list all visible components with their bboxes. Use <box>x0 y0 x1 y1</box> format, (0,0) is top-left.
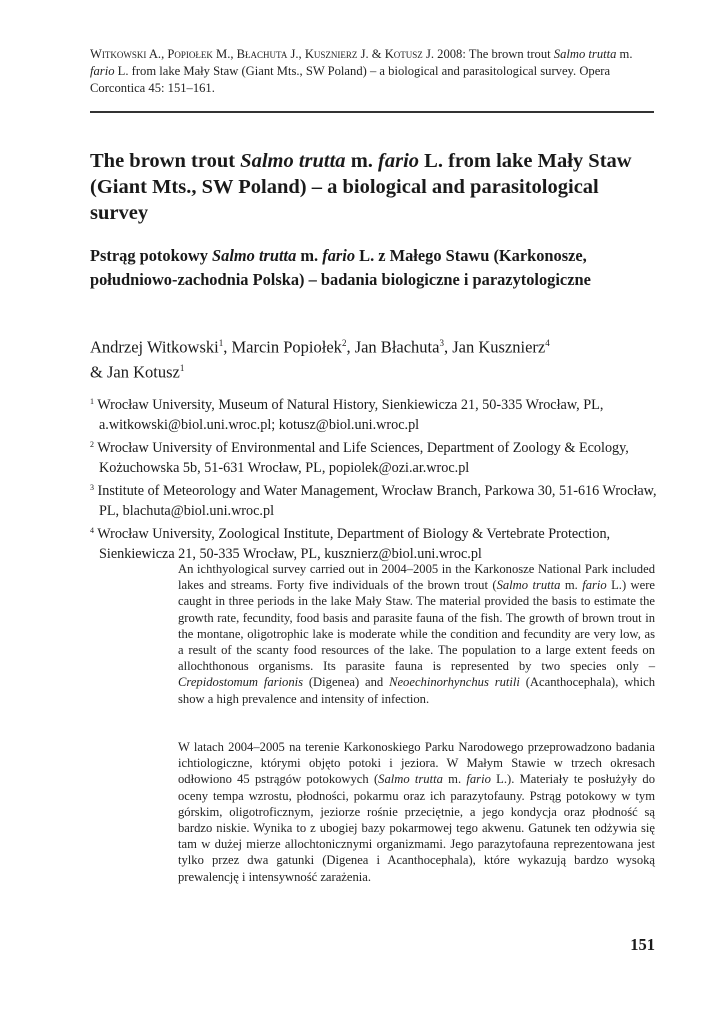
affiliation-text: Institute of Meteorology and Water Management, Wrocław Branch, Parkowa 30, 51-616 Wrocław, PL, blachuta@biol.uni.wroc.pl <box>94 483 657 519</box>
author-affiliation-mark: 1 <box>179 362 185 373</box>
abstract-paragraph <box>178 561 655 707</box>
author-name: Jan Kotusz <box>106 362 180 381</box>
author-list: Andrzej Witkowski$^1$, Marcin Popiołek$^2$, Jan Błachuta$^3$, Jan Kusznierz$^4$ & Jan Kotusz$^1$ <box>90 337 550 381</box>
author-name: Andrzej Witkowski <box>90 337 219 357</box>
title-english <box>90 148 650 226</box>
author-affiliation-mark: 1 <box>218 338 224 348</box>
abstract-form: fario <box>466 772 491 787</box>
affiliations <box>90 392 660 564</box>
affiliation-item <box>90 392 660 435</box>
title-pl-species: Salmo trutta <box>212 246 297 265</box>
abstract-parasite-1: Crepidostomum farionis <box>178 675 304 690</box>
title-en-species: Salmo trutta <box>240 150 346 172</box>
title-polish <box>90 244 650 292</box>
abstract-english <box>178 561 655 707</box>
affiliation-number: 1 <box>90 397 94 406</box>
abstract-parasite-2: Neoechinorhynchus rutili <box>389 675 520 690</box>
abstract-paragraph <box>178 739 655 885</box>
author-separator: , <box>223 337 232 357</box>
author-affiliation-mark: 3 <box>439 338 444 348</box>
abstract-polish <box>178 739 655 885</box>
author-name: Jan Kusznierz <box>452 337 546 357</box>
citation-m: m. <box>616 47 633 61</box>
affiliation-number: 2 <box>90 440 94 449</box>
abstract-text: (Acanthocephala), which show a high prevalence and intensity of infection. <box>178 675 655 706</box>
abstract-text: L.) were caught in three periods in the lake Mały Staw. The material provided the basis to estimate the growth rate, fecundity, food basis and parasite fauna of the fish. The growth of brown trout in the montane, oligotrophic lake is moderate while the condition and fecundity are very low, as a result of the scanty food resources of the lake. The population to a large extent feeds on allochthonous organisms. Its parasite fauna is represented by two species only – <box>178 578 656 674</box>
affiliation-item <box>90 435 660 478</box>
affiliation-item <box>90 478 660 521</box>
abstract-text: W latach 2004–2005 na terenie Karkonoskiego Parku Narodowego przeprowadzono badania ichtiologiczne, którymi objęto potoki i jeziora. W Małym Stawie w trzech okresach odłowiono 45 pstrągów potokowych ( <box>178 740 655 787</box>
abstract-text: m. <box>442 772 467 787</box>
title-en-m: m. <box>345 150 379 172</box>
title-en-end: L. from lake Mały Staw (Giant Mts., SW Poland) – a biological and parasitological survey <box>90 150 632 224</box>
affiliation-number: 4 <box>90 526 94 535</box>
citation <box>90 46 654 97</box>
citation-year: 2008: <box>434 47 469 61</box>
title-pl-form: fario <box>322 246 356 265</box>
author-separator: , <box>443 337 453 357</box>
title-en-start: The brown trout <box>90 150 241 172</box>
citation-species: Salmo trutta <box>553 47 617 61</box>
abstract-species: Salmo trutta <box>378 772 443 787</box>
title-pl-start: Pstrąg potokowy <box>90 246 213 265</box>
abstract-species: Salmo trutta <box>496 578 561 593</box>
title-pl-end: L. z Małego Stawu (Karkonosze, południowo-zachodnia Polska) – badania biologiczne i parazytologiczne <box>90 246 591 289</box>
affiliation-item <box>90 521 660 564</box>
author-name: Marcin Popiołek <box>231 337 342 357</box>
affiliation-text: Wrocław University, Museum of Natural History, Sienkiewicza 21, 50-335 Wrocław, PL, a.witkowski@biol.uni.wroc.pl; kotusz@biol.uni.wroc.pl <box>94 397 604 433</box>
abstract-text: (Digenea) and <box>303 675 390 690</box>
abstract-text: L.). Materiały te posłużyły do oceny tempa wzrostu, płodności, pokarmu oraz ich parazytofauny. Pstrąg potokowy w tym górskim, oligotroficznym, jeziorze rośnie przeciętnie, a jego kondycja oraz płodność są bardzo niskie. Wynika to z ubogiej bazy pokarmowej tego akwenu. Gatunek ten odżywia się tam w dużej mierze allochtonicznymi organizmami. Jego parazytofauna reprezentowana jest tylko przez dwa gatunki (Digenea i Acanthocephala), które wykazują bardzo wysoką prewalencję i intensywność zarażenia. <box>178 772 656 884</box>
citation-title-start: The brown trout <box>468 47 554 61</box>
affiliation-text: Wrocław University of Environmental and Life Sciences, Department of Zoology & Ecology, Kożuchowska 5b, 51-631 Wrocław, PL, popiolek@ozi.ar.wroc.pl <box>94 440 629 476</box>
author-affiliation-mark: 2 <box>341 338 347 348</box>
page-number: 151 <box>630 935 655 954</box>
affiliation-number: 3 <box>90 483 94 492</box>
citation-authors: Witkowski A., Popiołek M., Błachuta J., Kusznierz J. & Kotusz J. <box>90 47 435 61</box>
abstract-text: An ichthyological survey carried out in 2004–2005 in the Karkonosze National Park included lakes and streams. Forty five individuals of the brown trout ( <box>178 562 655 593</box>
citation-title-end: L. from lake Mały Staw (Giant Mts., SW Poland) – a biological and parasitological survey. Opera Corcontica 45: 151–161. <box>90 64 611 95</box>
author-affiliation-mark: 4 <box>545 338 550 348</box>
author-name: Jan Błachuta <box>354 337 440 357</box>
author-separator: , <box>346 337 355 357</box>
abstract-form: fario <box>582 578 607 593</box>
title-pl-m: m. <box>296 246 323 265</box>
header-rule <box>90 111 654 113</box>
abstract-text: m. <box>560 578 583 593</box>
title-en-form: fario <box>378 150 420 172</box>
citation-form: fario <box>90 64 115 78</box>
affiliation-text: Wrocław University, Zoological Institute, Department of Biology & Vertebrate Protection, Sienkiewicza 21, 50-335 Wrocław, PL, kusznierz@biol.uni.wroc.pl <box>94 526 611 562</box>
